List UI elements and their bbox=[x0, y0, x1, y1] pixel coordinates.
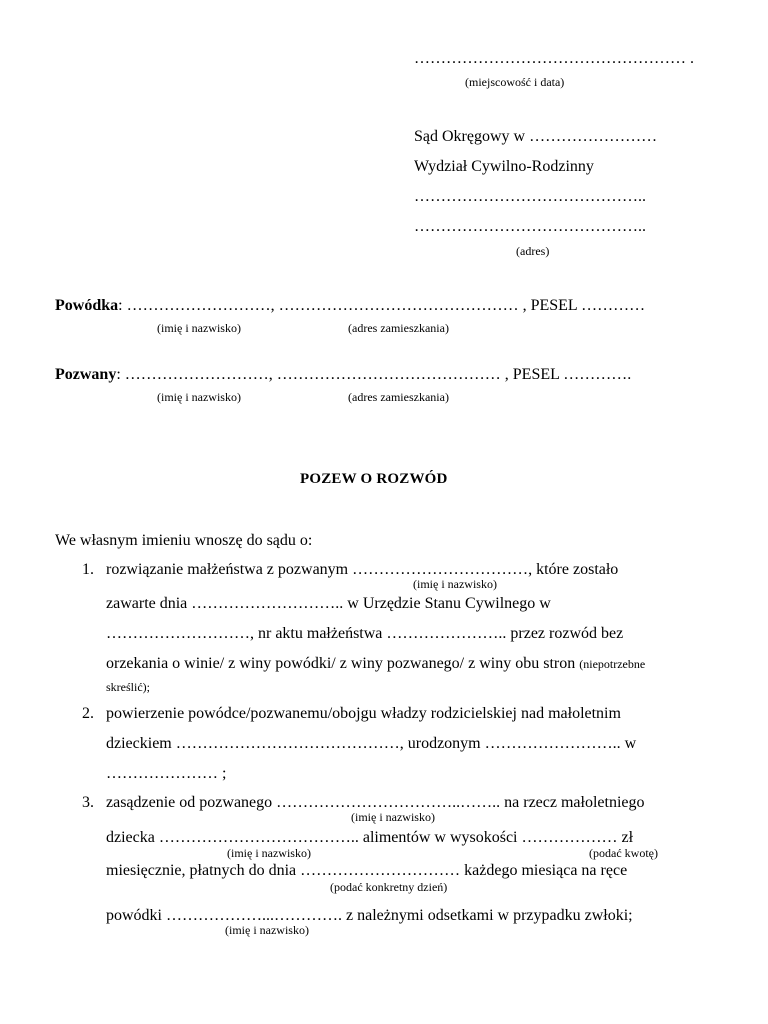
item-3-number: 3. bbox=[82, 794, 94, 811]
court-address-line-2: …………………………………….. bbox=[414, 218, 646, 235]
item-1-line-4-note: (niepotrzebne bbox=[579, 657, 646, 671]
item-1-line-4 bbox=[106, 655, 645, 673]
plaintiff-label: Powódka bbox=[55, 297, 119, 314]
item-2-line-1: powierzenie powódce/pozwanemu/obojgu władzy rodzicielskiej nad małoletnim bbox=[106, 705, 621, 722]
item-1-line-2: zawarte dnia ……………………….. w Urzędzie Stanu Cywilnego w bbox=[106, 595, 551, 612]
item-2-line-2: dzieckiem ……………………………………, urodzonym …………………….. w bbox=[106, 735, 637, 752]
item-1-number: 1. bbox=[82, 561, 94, 578]
court-address-line-1: …………………………………….. bbox=[414, 188, 646, 205]
intro-text: We własnym imieniu wnoszę do sądu o: bbox=[55, 532, 313, 549]
defendant-address-caption: (adres zamieszkania) bbox=[348, 390, 449, 404]
item-3-amount-caption: (podać kwotę) bbox=[589, 846, 658, 860]
plaintiff-line bbox=[55, 297, 645, 315]
plaintiff-fields: : ………………………, ……………………………………… , PESEL ………… bbox=[118, 297, 646, 314]
place-date-caption: (miejscowość i data) bbox=[465, 75, 565, 89]
item-2-line-3: ………………… ; bbox=[106, 765, 227, 782]
item-1-line-5: skreślić); bbox=[106, 680, 150, 694]
court-address-caption: (adres) bbox=[516, 244, 550, 258]
item-3-defendant-caption: (imię i nazwisko) bbox=[351, 810, 435, 824]
defendant-fields: : ………………………, …………………………………… , PESEL …………. bbox=[116, 366, 632, 383]
item-3-line-3: miesięcznie, płatnych do dnia ………………………… każdego miesiąca na ręce bbox=[106, 862, 628, 879]
item-3-line-1: zasądzenie od pozwanego ……………………………..…….. na rzecz małoletniego bbox=[106, 794, 645, 811]
court-name: Sąd Okręgowy w …………………… bbox=[414, 128, 658, 145]
plaintiff-name-caption: (imię i nazwisko) bbox=[157, 321, 241, 335]
item-3-child-caption: (imię i nazwisko) bbox=[227, 846, 311, 860]
item-3-day-caption: (podać konkretny dzień) bbox=[330, 880, 448, 894]
document-title: POZEW O ROZWÓD bbox=[300, 471, 448, 487]
item-3-line-4: powódki ………………...…………. z należnymi odsetkami w przypadku zwłoki; bbox=[106, 907, 633, 924]
court-division: Wydział Cywilno-Rodzinny bbox=[414, 158, 594, 175]
item-1-name-caption: (imię i nazwisko) bbox=[413, 577, 497, 591]
item-2-number: 2. bbox=[82, 705, 94, 722]
item-1-line-4-text: orzekania o winie/ z winy powódki/ z winy pozwanego/ z winy obu stron bbox=[106, 655, 576, 672]
place-date-line: …………………………………………… . bbox=[414, 50, 694, 67]
defendant-name-caption: (imię i nazwisko) bbox=[157, 390, 241, 404]
item-3-plaintiff-caption: (imię i nazwisko) bbox=[225, 923, 309, 937]
item-1-line-3: ………………………, nr aktu małżeństwa ………………….. przez rozwód bez bbox=[106, 625, 624, 642]
item-3-line-2: dziecka ……………………………….. alimentów w wysokości ……………… zł bbox=[106, 829, 634, 846]
defendant-line bbox=[55, 366, 631, 384]
item-1-line-1: rozwiązanie małżeństwa z pozwanym ……………………………, które zostało bbox=[106, 561, 619, 578]
defendant-label: Pozwany bbox=[55, 366, 117, 383]
plaintiff-address-caption: (adres zamieszkania) bbox=[348, 321, 449, 335]
